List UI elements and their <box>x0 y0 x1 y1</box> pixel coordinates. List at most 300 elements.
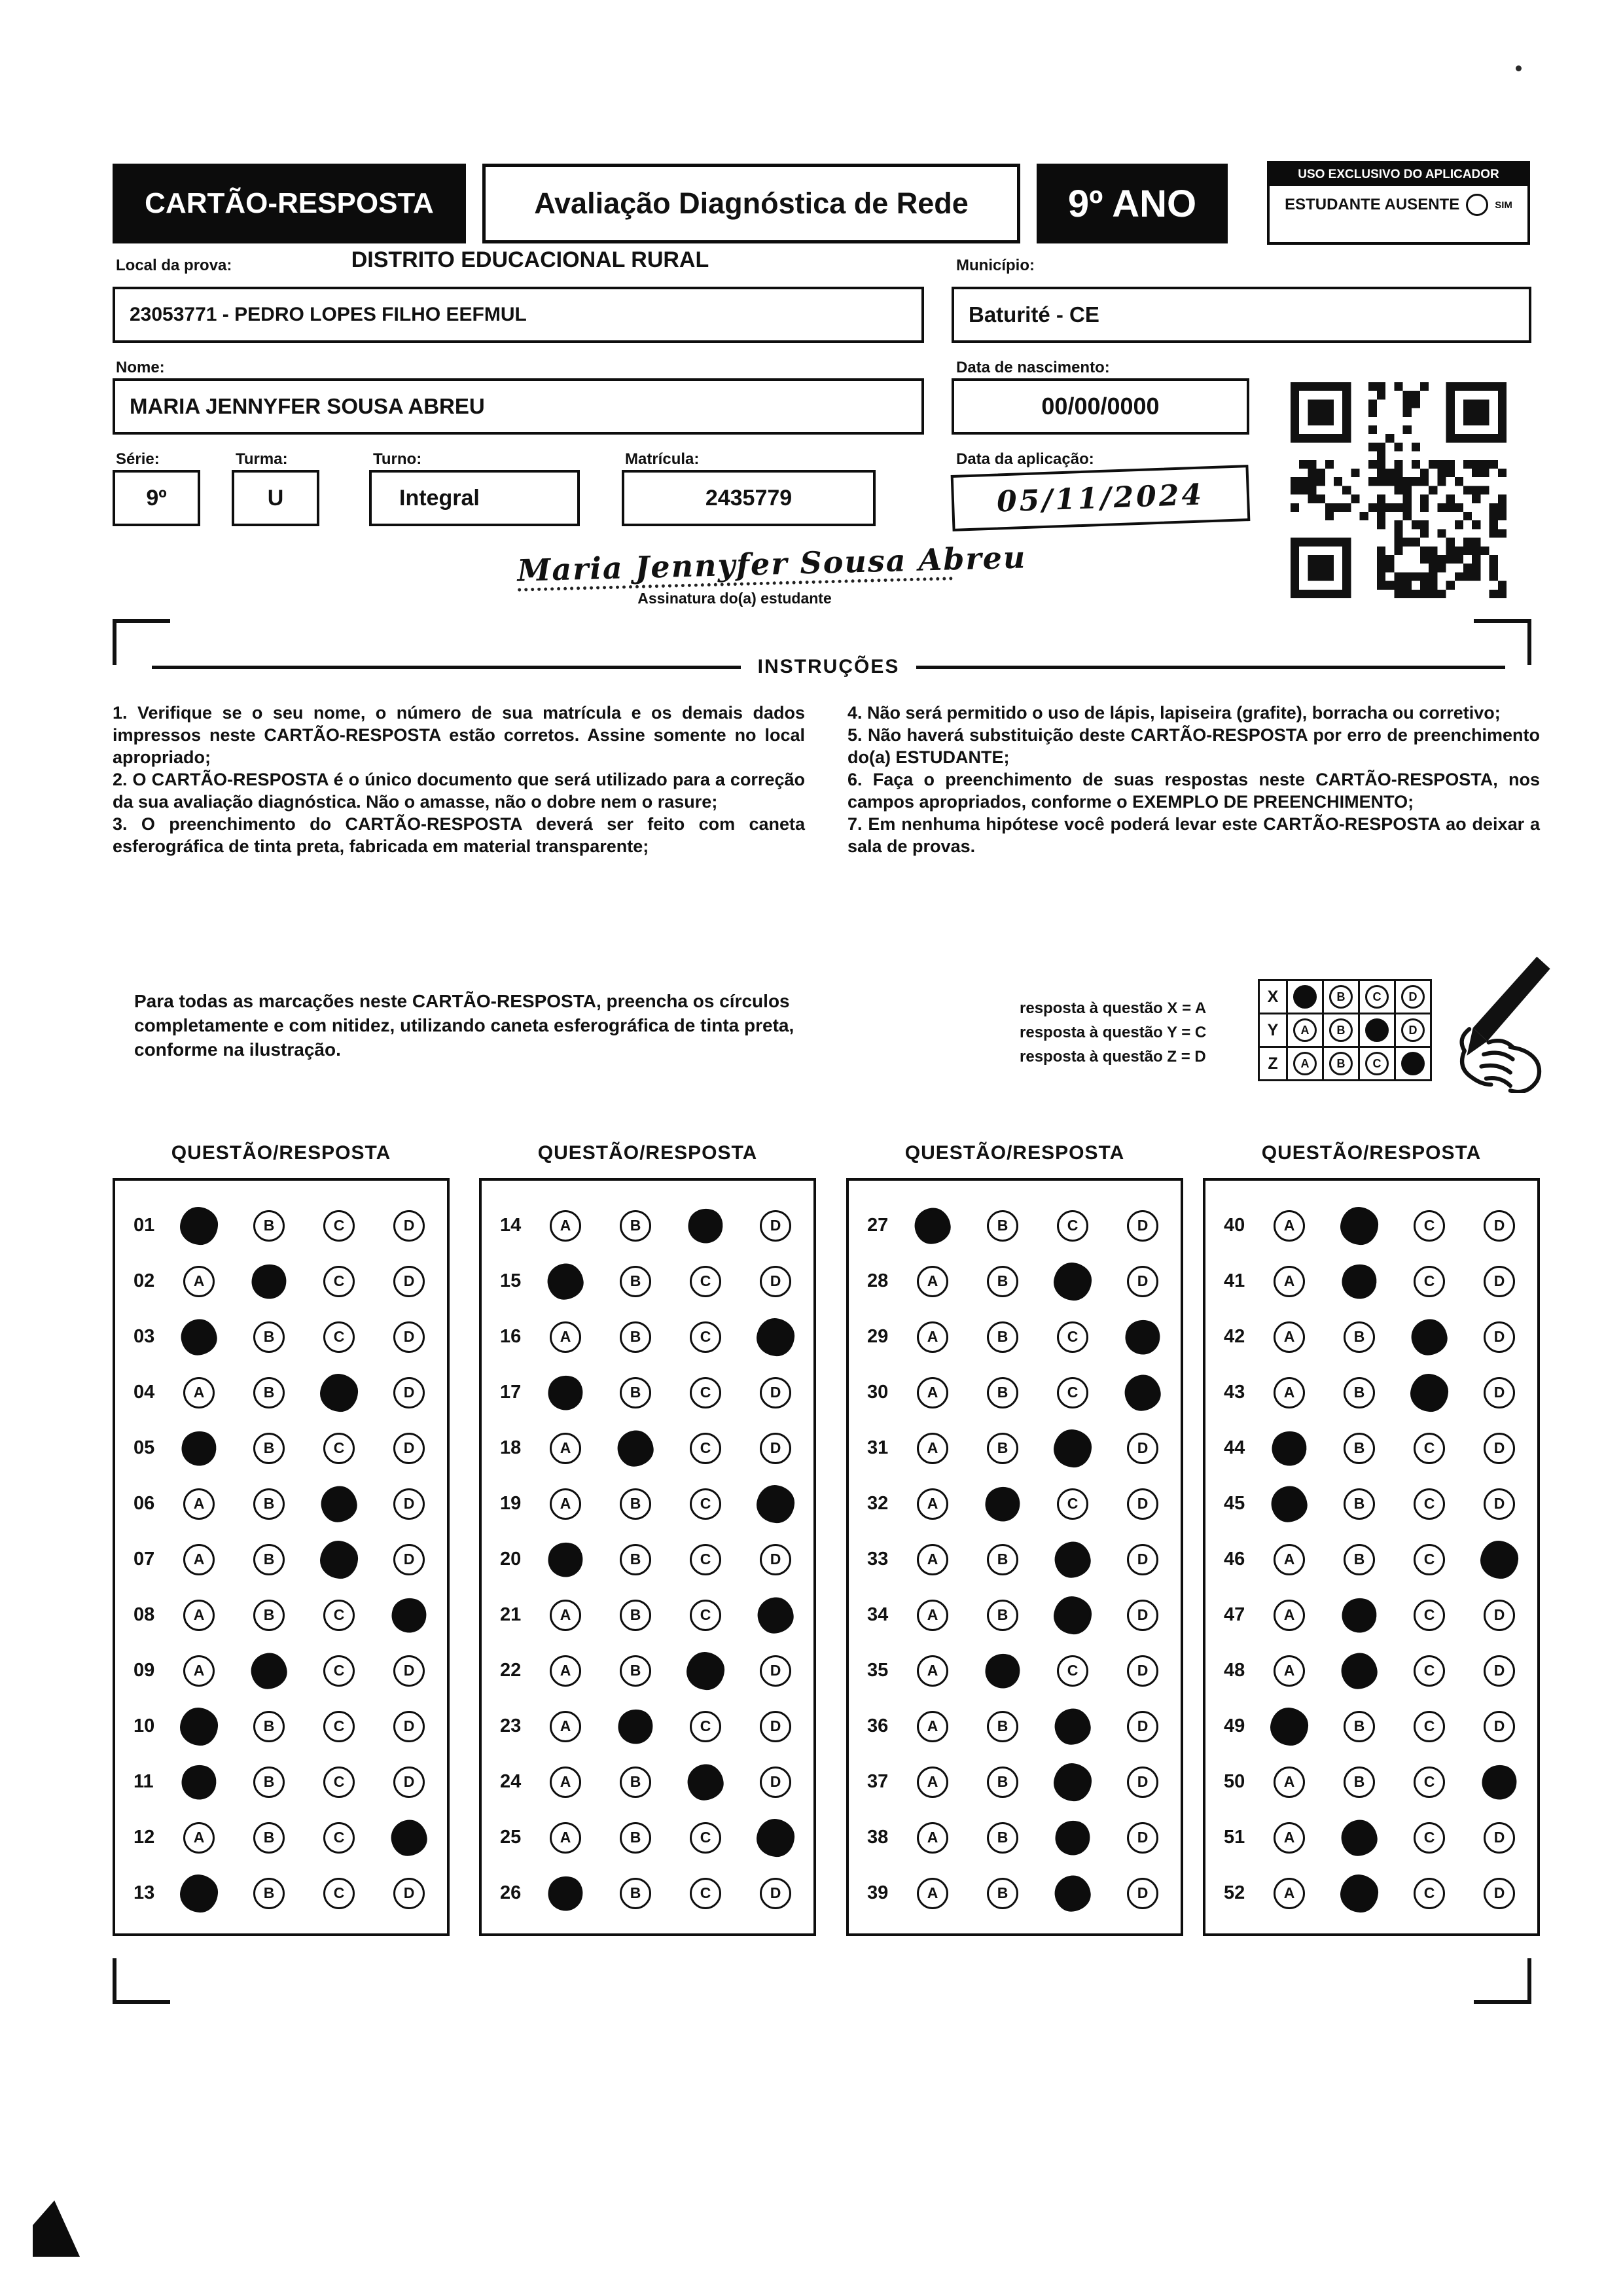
answer-bubble-37-A[interactable]: A <box>917 1767 948 1798</box>
answer-bubble-35-A[interactable]: A <box>917 1655 948 1687</box>
answer-bubble-21-B[interactable]: B <box>620 1600 651 1631</box>
question-number: 45 <box>1224 1493 1245 1514</box>
answer-bubble-15-D[interactable]: D <box>760 1266 791 1297</box>
question-row-32 <box>849 1476 1181 1532</box>
answer-bubble-09-A[interactable]: A <box>183 1655 215 1687</box>
answer-bubble-44-A[interactable] <box>1268 1427 1310 1469</box>
example-grid <box>1258 979 1432 1081</box>
answer-bubble-27-C[interactable]: C <box>1057 1210 1088 1242</box>
answer-bubble-48-A[interactable]: A <box>1274 1655 1305 1687</box>
question-row-14 <box>482 1198 813 1253</box>
answer-bubble-06-C[interactable] <box>319 1484 359 1524</box>
answer-bubble-33-C[interactable] <box>1052 1539 1093 1580</box>
answer-bubble-25-D[interactable] <box>755 1817 796 1858</box>
answer-bubble-35-D[interactable]: D <box>1127 1655 1158 1687</box>
answer-bubble-24-A[interactable]: A <box>550 1767 581 1798</box>
answer-bubble-19-B[interactable]: B <box>620 1488 651 1520</box>
question-number: 06 <box>134 1493 155 1514</box>
answer-bubble-45-C[interactable]: C <box>1414 1488 1445 1520</box>
question-number: 47 <box>1224 1604 1245 1625</box>
answer-bubble-37-B[interactable]: B <box>987 1767 1018 1798</box>
answer-bubble-02-C[interactable]: C <box>323 1266 355 1297</box>
answer-bubble-06-A[interactable]: A <box>183 1488 215 1520</box>
question-row-49 <box>1205 1698 1537 1754</box>
question-row-28 <box>849 1253 1181 1309</box>
answer-bubble-30-D[interactable] <box>1122 1372 1163 1413</box>
answer-bubble-19-A[interactable]: A <box>550 1488 581 1520</box>
question-row-18 <box>482 1420 813 1476</box>
question-row-39 <box>849 1865 1181 1921</box>
aplicador-box <box>1267 161 1530 245</box>
answer-bubble-34-C[interactable] <box>1052 1594 1093 1636</box>
answer-bubble-39-C[interactable] <box>1052 1873 1093 1914</box>
answers-header-2: QUESTÃO/RESPOSTA <box>537 1142 758 1164</box>
answer-bubble-42-B[interactable]: B <box>1344 1321 1375 1353</box>
example-row <box>1258 1046 1432 1081</box>
answer-bubble-38-D[interactable]: D <box>1127 1822 1158 1854</box>
answer-bubble-11-D[interactable]: D <box>393 1767 425 1798</box>
answer-bubble-16-B[interactable]: B <box>620 1321 651 1353</box>
answer-bubble-33-B[interactable]: B <box>987 1544 1018 1575</box>
question-number: 46 <box>1224 1549 1245 1570</box>
answer-bubble-09-C[interactable]: C <box>323 1655 355 1687</box>
answer-bubble-25-C[interactable]: C <box>690 1822 721 1854</box>
answer-bubble-15-B[interactable]: B <box>620 1266 651 1297</box>
answer-bubble-06-D[interactable]: D <box>393 1488 425 1520</box>
answer-bubble-18-A[interactable]: A <box>550 1433 581 1464</box>
question-row-42 <box>1205 1309 1537 1365</box>
answer-bubble-03-A[interactable] <box>179 1317 219 1357</box>
answer-bubble-20-B[interactable]: B <box>620 1544 651 1575</box>
answer-bubble-19-D[interactable] <box>755 1483 796 1524</box>
answer-bubble-40-B[interactable] <box>1338 1205 1380 1246</box>
question-number: 24 <box>500 1771 522 1792</box>
answer-bubble-16-D[interactable] <box>755 1316 796 1357</box>
answer-bubble-04-D[interactable]: D <box>393 1377 425 1408</box>
question-number: 26 <box>500 1882 522 1903</box>
question-number: 21 <box>500 1604 522 1625</box>
answer-bubble-47-C[interactable]: C <box>1414 1600 1445 1631</box>
answer-bubble-48-D[interactable]: D <box>1484 1655 1515 1687</box>
answer-bubble-27-B[interactable]: B <box>987 1210 1018 1242</box>
answer-bubble-32-A[interactable]: A <box>917 1488 948 1520</box>
question-row-05 <box>115 1420 447 1476</box>
scan-speck <box>1516 65 1522 71</box>
example-cell-X-D <box>1394 979 1432 1014</box>
example-cell-Z-A <box>1286 1046 1324 1081</box>
example-question-label: Y <box>1258 1013 1288 1048</box>
answer-bubble-26-C[interactable]: C <box>690 1878 721 1909</box>
answer-bubble-04-B[interactable]: B <box>253 1377 285 1408</box>
example-bubble-Y-B: B <box>1329 1018 1353 1042</box>
turma-label: Turma: <box>236 450 288 468</box>
answer-bubble-05-C[interactable]: C <box>323 1433 355 1464</box>
answer-bubble-47-D[interactable]: D <box>1484 1600 1515 1631</box>
answer-bubble-42-C[interactable] <box>1409 1317 1450 1357</box>
answer-bubble-43-C[interactable] <box>1408 1372 1450 1413</box>
answer-bubble-04-C[interactable] <box>318 1372 359 1413</box>
answer-bubble-42-D[interactable]: D <box>1484 1321 1515 1353</box>
answer-bubble-31-C[interactable] <box>1052 1427 1093 1469</box>
answer-bubble-46-C[interactable]: C <box>1414 1544 1445 1575</box>
answer-bubble-44-B[interactable]: B <box>1344 1433 1375 1464</box>
answer-bubble-11-C[interactable]: C <box>323 1767 355 1798</box>
question-number: 05 <box>134 1437 155 1458</box>
answer-bubble-41-D[interactable]: D <box>1484 1266 1515 1297</box>
answer-bubble-48-B[interactable] <box>1339 1651 1380 1691</box>
answer-bubble-44-D[interactable]: D <box>1484 1433 1515 1464</box>
question-row-24 <box>482 1754 813 1810</box>
answer-bubble-51-D[interactable]: D <box>1484 1822 1515 1854</box>
answer-bubble-16-C[interactable]: C <box>690 1321 721 1353</box>
answer-bubble-51-C[interactable]: C <box>1414 1822 1445 1854</box>
answer-bubble-43-B[interactable]: B <box>1344 1377 1375 1408</box>
answer-bubble-46-D[interactable] <box>1478 1539 1520 1580</box>
answer-bubble-01-C[interactable]: C <box>323 1210 355 1242</box>
answer-bubble-37-C[interactable] <box>1052 1761 1093 1803</box>
answer-bubble-29-C[interactable]: C <box>1057 1321 1088 1353</box>
answer-bubble-10-D[interactable]: D <box>393 1711 425 1742</box>
answer-bubble-29-B[interactable]: B <box>987 1321 1018 1353</box>
school-field: 23053771 - PEDRO LOPES FILHO EEFMUL <box>113 287 924 343</box>
answer-bubble-41-A[interactable]: A <box>1274 1266 1305 1297</box>
answer-bubble-47-B[interactable] <box>1338 1594 1380 1636</box>
card-title: CARTÃO-RESPOSTA <box>113 164 466 243</box>
answer-grid <box>113 1178 450 1936</box>
absent-label: ESTUDANTE AUSENTE <box>1285 196 1460 213</box>
answer-bubble-14-C[interactable] <box>685 1204 726 1246</box>
question-row-27 <box>849 1198 1181 1253</box>
answers-header-1: QUESTÃO/RESPOSTA <box>171 1142 391 1164</box>
answer-bubble-20-D[interactable]: D <box>760 1544 791 1575</box>
answer-bubble-35-B[interactable] <box>982 1649 1024 1691</box>
answer-bubble-12-C[interactable]: C <box>323 1822 355 1854</box>
answer-bubble-45-D[interactable]: D <box>1484 1488 1515 1520</box>
question-number: 35 <box>867 1660 889 1681</box>
answer-bubble-45-A[interactable] <box>1269 1484 1310 1524</box>
grade-badge: 9º ANO <box>1037 164 1228 243</box>
answer-bubble-24-C[interactable] <box>685 1762 726 1803</box>
question-row-31 <box>849 1420 1181 1476</box>
answer-bubble-12-B[interactable]: B <box>253 1822 285 1854</box>
answer-bubble-51-A[interactable]: A <box>1274 1822 1305 1854</box>
instruction-item: 6. Faça o preenchimento de suas respostas neste CARTÃO-RESPOSTA, nos campos apropriados, conforme o EXEMPLO DE PREENCHIMENTO; <box>847 770 1540 812</box>
question-number: 20 <box>500 1549 522 1570</box>
answer-bubble-14-D[interactable]: D <box>760 1210 791 1242</box>
answer-bubble-03-D[interactable]: D <box>393 1321 425 1353</box>
answer-bubble-31-B[interactable]: B <box>987 1433 1018 1464</box>
aplicacao-label: Data da aplicação: <box>956 450 1094 468</box>
answer-bubble-19-C[interactable]: C <box>690 1488 721 1520</box>
divider-line <box>916 666 1505 669</box>
answer-bubble-07-C[interactable] <box>318 1539 359 1580</box>
question-number: 44 <box>1224 1437 1245 1458</box>
instructions-divider <box>152 656 1505 678</box>
answer-bubble-50-A[interactable]: A <box>1274 1767 1305 1798</box>
answer-bubble-43-A[interactable]: A <box>1274 1377 1305 1408</box>
answer-bubble-05-D[interactable]: D <box>393 1433 425 1464</box>
matricula-field: 2435779 <box>622 470 876 526</box>
answer-bubble-46-B[interactable]: B <box>1344 1544 1375 1575</box>
answer-bubble-49-B[interactable]: B <box>1344 1711 1375 1742</box>
example-row <box>1258 979 1432 1014</box>
answer-bubble-17-B[interactable]: B <box>620 1377 651 1408</box>
answer-bubble-01-D[interactable]: D <box>393 1210 425 1242</box>
instruction-item: 3. O preenchimento do CARTÃO-RESPOSTA deverá ser feito com caneta esferográfica de tinta preta, fabricada em material transparente; <box>113 814 805 857</box>
answer-bubble-05-B[interactable]: B <box>253 1433 285 1464</box>
answer-bubble-41-B[interactable] <box>1338 1260 1380 1302</box>
answer-bubble-29-D[interactable] <box>1122 1316 1164 1357</box>
answer-bubble-49-C[interactable]: C <box>1414 1711 1445 1742</box>
answer-bubble-09-B[interactable] <box>249 1651 289 1691</box>
answer-bubble-39-B[interactable]: B <box>987 1878 1018 1909</box>
question-number: 09 <box>134 1660 155 1681</box>
answer-bubble-30-C[interactable]: C <box>1057 1377 1088 1408</box>
turma-field: U <box>232 470 319 526</box>
answer-bubble-02-B[interactable] <box>248 1260 290 1302</box>
question-number: 03 <box>134 1326 155 1347</box>
question-number: 27 <box>867 1215 889 1236</box>
answer-bubble-20-C[interactable]: C <box>690 1544 721 1575</box>
answer-bubble-28-A[interactable]: A <box>917 1266 948 1297</box>
answer-bubble-42-A[interactable]: A <box>1274 1321 1305 1353</box>
answer-bubble-22-A[interactable]: A <box>550 1655 581 1687</box>
answer-bubble-04-A[interactable]: A <box>183 1377 215 1408</box>
answer-bubble-01-A[interactable] <box>178 1205 219 1246</box>
example-cell-Y-B <box>1322 1013 1360 1048</box>
question-row-07 <box>115 1532 447 1587</box>
answer-bubble-38-C[interactable] <box>1052 1816 1094 1858</box>
answer-bubble-22-C[interactable] <box>685 1650 726 1691</box>
question-number: 34 <box>867 1604 889 1625</box>
question-row-03 <box>115 1309 447 1365</box>
answer-bubble-39-D[interactable]: D <box>1127 1878 1158 1909</box>
answer-bubble-14-A[interactable]: A <box>550 1210 581 1242</box>
answer-bubble-36-B[interactable]: B <box>987 1711 1018 1742</box>
answer-bubble-23-B[interactable] <box>615 1705 656 1747</box>
question-row-26 <box>482 1865 813 1921</box>
question-number: 30 <box>867 1382 889 1403</box>
answer-bubble-45-B[interactable]: B <box>1344 1488 1375 1520</box>
answer-bubble-21-A[interactable]: A <box>550 1600 581 1631</box>
question-row-43 <box>1205 1365 1537 1420</box>
answer-bubble-26-A[interactable] <box>544 1872 586 1914</box>
answer-bubble-17-C[interactable]: C <box>690 1377 721 1408</box>
question-number: 19 <box>500 1493 522 1514</box>
answer-bubble-23-C[interactable]: C <box>690 1711 721 1742</box>
question-number: 15 <box>500 1270 522 1291</box>
answer-bubble-21-C[interactable]: C <box>690 1600 721 1631</box>
answer-bubble-51-B[interactable] <box>1339 1818 1380 1858</box>
question-number: 02 <box>134 1270 155 1291</box>
answer-bubble-46-A[interactable]: A <box>1274 1544 1305 1575</box>
answer-bubble-32-B[interactable] <box>982 1482 1024 1524</box>
answer-bubble-34-B[interactable]: B <box>987 1600 1018 1631</box>
answer-bubble-15-A[interactable] <box>545 1261 586 1302</box>
answer-bubble-23-A[interactable]: A <box>550 1711 581 1742</box>
answer-bubble-02-A[interactable]: A <box>183 1266 215 1297</box>
answer-bubble-17-A[interactable] <box>544 1371 586 1413</box>
answer-bubble-44-C[interactable]: C <box>1414 1433 1445 1464</box>
answer-bubble-15-C[interactable]: C <box>690 1266 721 1297</box>
answer-bubble-06-B[interactable]: B <box>253 1488 285 1520</box>
answer-bubble-11-A[interactable] <box>178 1761 220 1803</box>
answer-bubble-28-C[interactable] <box>1052 1261 1093 1302</box>
question-row-48 <box>1205 1643 1537 1698</box>
answer-bubble-30-B[interactable]: B <box>987 1377 1018 1408</box>
answer-bubble-37-D[interactable]: D <box>1127 1767 1158 1798</box>
question-number: 36 <box>867 1715 889 1736</box>
answer-bubble-18-B[interactable] <box>615 1428 656 1469</box>
answer-bubble-52-A[interactable]: A <box>1274 1878 1305 1909</box>
answer-bubble-26-D[interactable]: D <box>760 1878 791 1909</box>
answer-bubble-36-D[interactable]: D <box>1127 1711 1158 1742</box>
question-number: 41 <box>1224 1270 1245 1291</box>
answer-bubble-10-A[interactable] <box>178 1706 219 1747</box>
question-row-04 <box>115 1365 447 1420</box>
absent-checkbox[interactable] <box>1466 194 1488 216</box>
answer-bubble-38-B[interactable]: B <box>987 1822 1018 1854</box>
answer-bubble-01-B[interactable]: B <box>253 1210 285 1242</box>
answer-bubble-52-D[interactable]: D <box>1484 1878 1515 1909</box>
serie-label: Série: <box>116 450 160 468</box>
answer-bubble-24-B[interactable]: B <box>620 1767 651 1798</box>
answer-bubble-52-C[interactable]: C <box>1414 1878 1445 1909</box>
answer-bubble-23-D[interactable]: D <box>760 1711 791 1742</box>
answer-bubble-36-C[interactable] <box>1052 1706 1093 1747</box>
answer-bubble-34-A[interactable]: A <box>917 1600 948 1631</box>
turno-field: Integral <box>369 470 580 526</box>
question-row-15 <box>482 1253 813 1309</box>
answer-bubble-31-D[interactable]: D <box>1127 1433 1158 1464</box>
answer-bubble-07-A[interactable]: A <box>183 1544 215 1575</box>
answer-bubble-41-C[interactable]: C <box>1414 1266 1445 1297</box>
answer-bubble-49-A[interactable] <box>1268 1706 1310 1747</box>
answer-bubble-40-A[interactable]: A <box>1274 1210 1305 1242</box>
answer-bubble-12-A[interactable]: A <box>183 1822 215 1854</box>
answer-bubble-11-B[interactable]: B <box>253 1767 285 1798</box>
question-number: 11 <box>134 1771 154 1792</box>
answer-bubble-02-D[interactable]: D <box>393 1266 425 1297</box>
municipio-field: Baturité - CE <box>952 287 1531 343</box>
instruction-item: 7. Em nenhuma hipótese você poderá levar este CARTÃO-RESPOSTA ao deixar a sala de provas. <box>847 814 1540 857</box>
instruction-item: 1. Verifique se o seu nome, o número de sua matrícula e os demais dados impressos neste CARTÃO-RESPOSTA estão corretos. Assine somente no local apropriado; <box>113 703 805 768</box>
answer-bubble-27-A[interactable] <box>912 1206 953 1246</box>
answer-bubble-08-A[interactable]: A <box>183 1600 215 1631</box>
question-row-36 <box>849 1698 1181 1754</box>
answer-bubble-50-D[interactable] <box>1478 1761 1520 1803</box>
question-row-41 <box>1205 1253 1537 1309</box>
question-number: 32 <box>867 1493 889 1514</box>
answer-bubble-33-A[interactable]: A <box>917 1544 948 1575</box>
answer-bubble-33-D[interactable]: D <box>1127 1544 1158 1575</box>
question-row-19 <box>482 1476 813 1532</box>
example-row <box>1258 1013 1432 1048</box>
answer-bubble-09-D[interactable]: D <box>393 1655 425 1687</box>
answer-bubble-03-B[interactable]: B <box>253 1321 285 1353</box>
answer-bubble-12-D[interactable] <box>389 1818 429 1858</box>
answer-bubble-38-A[interactable]: A <box>917 1822 948 1854</box>
answer-bubble-08-D[interactable] <box>388 1594 430 1636</box>
answer-bubble-43-D[interactable]: D <box>1484 1377 1515 1408</box>
example-bubble-X-A <box>1293 985 1317 1009</box>
answer-bubble-47-A[interactable]: A <box>1274 1600 1305 1631</box>
answer-bubble-28-B[interactable]: B <box>987 1266 1018 1297</box>
answer-bubble-31-A[interactable]: A <box>917 1433 948 1464</box>
answer-bubble-48-C[interactable]: C <box>1414 1655 1445 1687</box>
answer-bubble-13-A[interactable] <box>178 1873 219 1914</box>
answer-bubble-16-A[interactable]: A <box>550 1321 581 1353</box>
answer-bubble-14-B[interactable]: B <box>620 1210 651 1242</box>
answer-bubble-26-B[interactable]: B <box>620 1878 651 1909</box>
answer-bubble-36-A[interactable]: A <box>917 1711 948 1742</box>
answer-bubble-52-B[interactable] <box>1338 1873 1380 1914</box>
question-row-23 <box>482 1698 813 1754</box>
answer-bubble-35-C[interactable]: C <box>1057 1655 1088 1687</box>
answer-bubble-05-A[interactable] <box>178 1427 220 1469</box>
answer-bubble-50-B[interactable]: B <box>1344 1767 1375 1798</box>
answer-bubble-27-D[interactable]: D <box>1127 1210 1158 1242</box>
absent-row <box>1270 186 1527 216</box>
answer-bubble-03-C[interactable]: C <box>323 1321 355 1353</box>
answer-bubble-18-D[interactable]: D <box>760 1433 791 1464</box>
answer-bubble-39-A[interactable]: A <box>917 1878 948 1909</box>
question-number: 33 <box>867 1549 889 1570</box>
answer-bubble-50-C[interactable]: C <box>1414 1767 1445 1798</box>
answer-bubble-07-B[interactable]: B <box>253 1544 285 1575</box>
answer-bubble-07-D[interactable]: D <box>393 1544 425 1575</box>
answer-bubble-25-B[interactable]: B <box>620 1822 651 1854</box>
answer-bubble-32-D[interactable]: D <box>1127 1488 1158 1520</box>
answer-bubble-10-B[interactable]: B <box>253 1711 285 1742</box>
example-cell-Z-C <box>1358 1046 1396 1081</box>
answer-bubble-08-C[interactable]: C <box>323 1600 355 1631</box>
answer-bubble-17-D[interactable]: D <box>760 1377 791 1408</box>
absent-option-label: SIM <box>1495 199 1512 211</box>
answer-bubble-21-D[interactable] <box>755 1595 796 1636</box>
answer-bubble-40-C[interactable]: C <box>1414 1210 1445 1242</box>
answer-bubble-13-D[interactable]: D <box>393 1878 425 1909</box>
answer-bubble-29-A[interactable]: A <box>917 1321 948 1353</box>
nascimento-label: Data de nascimento: <box>956 359 1110 376</box>
answer-bubble-20-A[interactable] <box>544 1538 586 1580</box>
question-row-10 <box>115 1698 447 1754</box>
answer-bubble-08-B[interactable]: B <box>253 1600 285 1631</box>
answer-bubble-40-D[interactable]: D <box>1484 1210 1515 1242</box>
answer-bubble-24-D[interactable]: D <box>760 1767 791 1798</box>
answer-bubble-49-D[interactable]: D <box>1484 1711 1515 1742</box>
answer-bubble-22-D[interactable]: D <box>760 1655 791 1687</box>
example-bubble-Y-D: D <box>1401 1018 1425 1042</box>
aplicacao-field: 05/11/2024 <box>951 465 1251 531</box>
answer-bubble-30-A[interactable]: A <box>917 1377 948 1408</box>
answer-bubble-34-D[interactable]: D <box>1127 1600 1158 1631</box>
answer-bubble-22-B[interactable]: B <box>620 1655 651 1687</box>
example-cell-X-A <box>1286 979 1324 1014</box>
signature-area <box>516 528 1027 607</box>
question-row-13 <box>115 1865 447 1921</box>
answer-bubble-32-C[interactable]: C <box>1057 1488 1088 1520</box>
answer-bubble-25-A[interactable]: A <box>550 1822 581 1854</box>
answer-bubble-13-B[interactable]: B <box>253 1878 285 1909</box>
answer-bubble-18-C[interactable]: C <box>690 1433 721 1464</box>
answer-bubble-13-C[interactable]: C <box>323 1878 355 1909</box>
answer-bubble-28-D[interactable]: D <box>1127 1266 1158 1297</box>
question-number: 18 <box>500 1437 522 1458</box>
example-question-label: X <box>1258 979 1288 1014</box>
answer-bubble-10-C[interactable]: C <box>323 1711 355 1742</box>
example-bubble-Z-C: C <box>1365 1052 1389 1075</box>
